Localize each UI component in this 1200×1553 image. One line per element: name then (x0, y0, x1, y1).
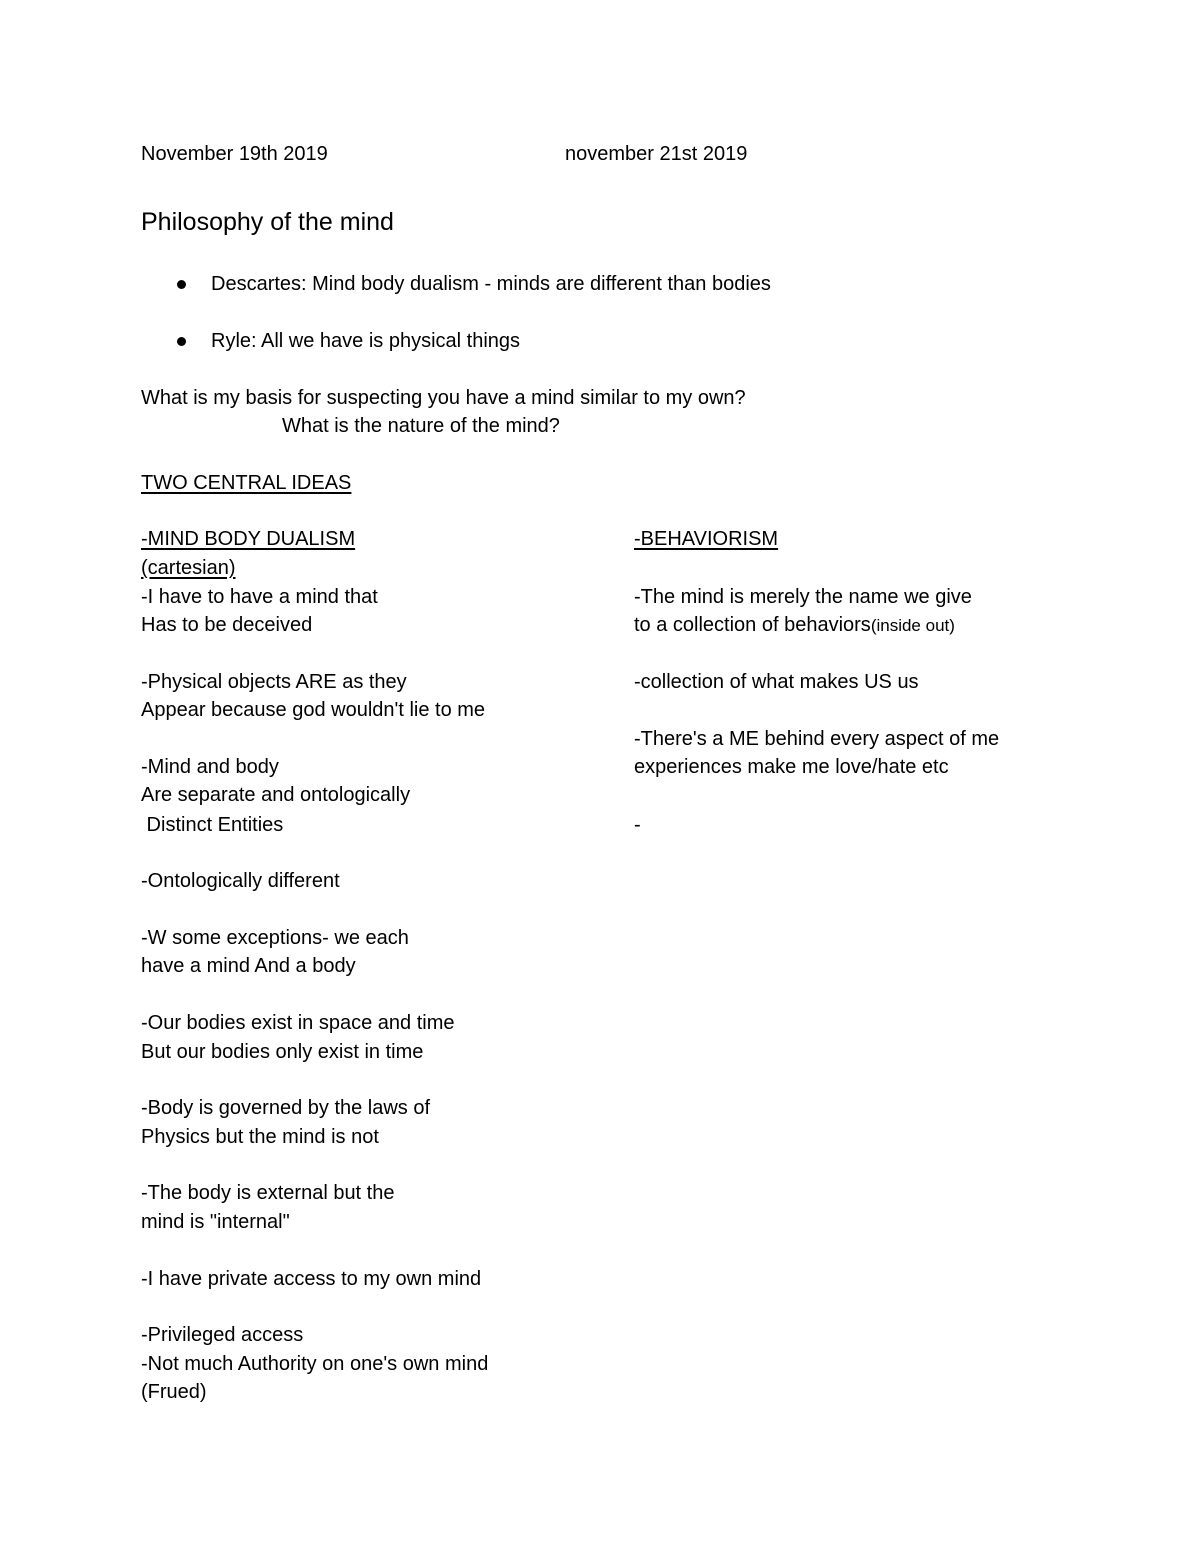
left-column-line: But our bodies only exist in time (141, 1041, 424, 1063)
question-line: What is my basis for suspecting you have a mind similar to my own? (141, 387, 746, 409)
date-right: november 21st 2019 (565, 143, 748, 165)
bullet-item: Descartes: Mind body dualism - minds are different than bodies (211, 273, 771, 295)
left-column-line: Distinct Entities (141, 814, 284, 836)
right-column-line: -collection of what makes US us (634, 671, 919, 693)
bullet-item: Ryle: All we have is physical things (211, 330, 521, 352)
left-column-line: -I have to have a mind that (141, 586, 378, 608)
section-heading: TWO CENTRAL IDEAS (141, 472, 352, 494)
left-column-line: mind is "internal" (141, 1211, 290, 1233)
right-column-note: (inside out) (870, 616, 955, 635)
left-column-line: -W some exceptions- we each (141, 927, 409, 949)
right-column-line: -The mind is merely the name we give (634, 586, 972, 608)
left-column-heading-text: -MIND BODY DUALISM (141, 528, 356, 550)
right-column-line: -There's a ME behind every aspect of me (634, 728, 1000, 750)
left-column-line: have a mind And a body (141, 955, 356, 977)
left-column-line: -Privileged access (141, 1324, 304, 1346)
left-column-line: Appear because god wouldn't lie to me (141, 699, 486, 721)
left-column-line: -Physical objects ARE as they (141, 671, 407, 693)
bullet-icon (177, 280, 186, 289)
left-column-line: -Ontologically different (141, 870, 340, 892)
left-column-line: -The body is external but the (141, 1182, 395, 1204)
left-column-line: -Our bodies exist in space and time (141, 1012, 455, 1034)
left-column-subheading: (cartesian) (141, 557, 236, 579)
left-column-line: Has to be deceived (141, 614, 313, 636)
left-column-line: -Not much Authority on one's own mind (141, 1353, 489, 1375)
left-column-line: Are separate and ontologically (141, 784, 411, 806)
right-column-line: - (634, 814, 641, 836)
right-column-line (634, 613, 955, 638)
left-column-line: Physics but the mind is not (141, 1126, 379, 1148)
date-left: November 19th 2019 (141, 143, 328, 165)
page-title: Philosophy of the mind (141, 208, 394, 236)
bullet-icon (177, 337, 186, 346)
right-column-heading: -BEHAVIORISM (634, 528, 779, 550)
left-column-heading (141, 527, 633, 551)
left-column-line: (Frued) (141, 1381, 207, 1403)
right-column-line: experiences make me love/hate etc (634, 756, 949, 778)
left-column-line: -Mind and body (141, 756, 279, 778)
question-line: What is the nature of the mind? (282, 415, 560, 437)
left-column-line: -I have private access to my own mind (141, 1268, 482, 1290)
right-column-line-text: to a collection of behaviors (634, 614, 871, 636)
left-column-line: -Body is governed by the laws of (141, 1097, 431, 1119)
